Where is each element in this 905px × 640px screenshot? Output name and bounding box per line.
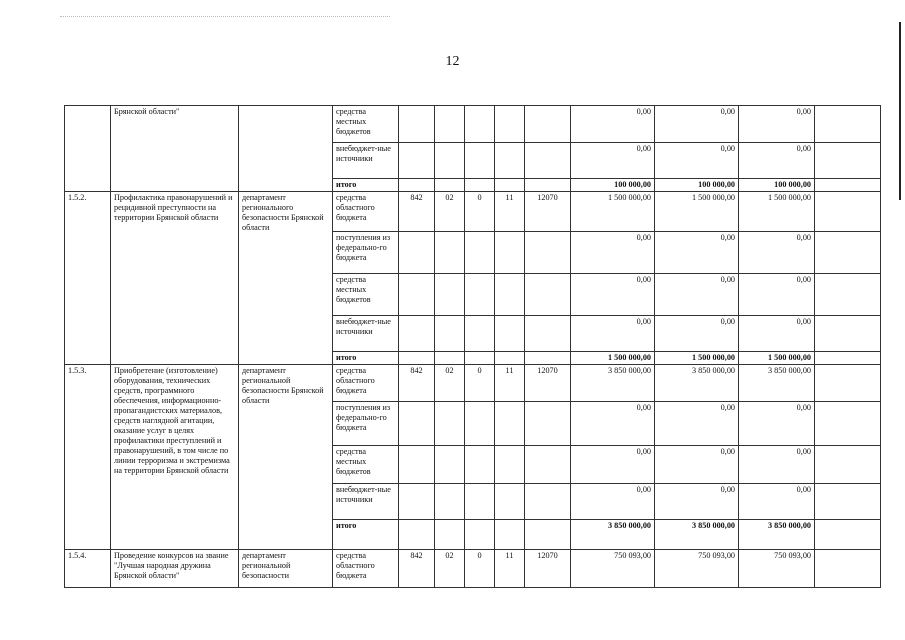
empty-cell xyxy=(465,352,495,365)
code-program xyxy=(465,143,495,179)
amount-year-1: 0,00 xyxy=(571,484,655,520)
empty-cell xyxy=(815,446,881,484)
total-year-1: 100 000,00 xyxy=(571,179,655,192)
empty-cell xyxy=(435,352,465,365)
code-subprogram xyxy=(495,232,525,274)
amount-year-2: 0,00 xyxy=(655,274,739,316)
code-subprogram xyxy=(495,274,525,316)
scan-dots xyxy=(60,16,390,17)
empty-cell xyxy=(399,352,435,365)
code-program xyxy=(465,446,495,484)
empty-cell xyxy=(815,352,881,365)
empty-cell xyxy=(495,179,525,192)
code-ministry xyxy=(399,316,435,352)
scan-edge-mark xyxy=(899,22,901,200)
funding-source: поступления из федерально-го бюджета xyxy=(333,402,399,446)
amount-year-1: 0,00 xyxy=(571,143,655,179)
code-section: 02 xyxy=(435,365,465,402)
code-direction xyxy=(525,484,571,520)
amount-year-1: 0,00 xyxy=(571,402,655,446)
amount-year-1: 0,00 xyxy=(571,274,655,316)
code-section xyxy=(435,143,465,179)
funding-source: средства местных бюджетов xyxy=(333,446,399,484)
empty-cell xyxy=(399,179,435,192)
total-label: итого xyxy=(333,179,399,192)
code-program xyxy=(465,402,495,446)
table-body xyxy=(65,106,881,588)
item-executor: департамент региональной безопасности Брянской области xyxy=(239,365,333,550)
item-name: Профилактика правонарушений и рецидивной преступности на территории Брянской области xyxy=(111,192,239,365)
amount-year-1: 0,00 xyxy=(571,232,655,274)
code-section xyxy=(435,402,465,446)
code-program xyxy=(465,106,495,143)
item-number: 1.5.3. xyxy=(65,365,111,550)
amount-year-1: 0,00 xyxy=(571,106,655,143)
empty-cell xyxy=(815,550,881,588)
code-direction xyxy=(525,232,571,274)
item-name: Проведение конкурсов на звание "Лучшая народная дружина Брянской области" xyxy=(111,550,239,588)
source-row xyxy=(65,365,881,402)
total-label: итого xyxy=(333,520,399,550)
code-ministry xyxy=(399,446,435,484)
amount-year-2: 0,00 xyxy=(655,484,739,520)
amount-year-3: 0,00 xyxy=(739,446,815,484)
code-section xyxy=(435,316,465,352)
empty-cell xyxy=(815,192,881,232)
total-year-1: 1 500 000,00 xyxy=(571,352,655,365)
item-number: 1.5.2. xyxy=(65,192,111,365)
code-section xyxy=(435,106,465,143)
funding-source: внебюджет-ные источники xyxy=(333,316,399,352)
code-program xyxy=(465,274,495,316)
total-year-2: 100 000,00 xyxy=(655,179,739,192)
empty-cell xyxy=(815,106,881,143)
empty-cell xyxy=(815,520,881,550)
item-executor: департамент регионального безопасности Брянской области xyxy=(239,192,333,365)
code-direction: 12070 xyxy=(525,192,571,232)
code-section xyxy=(435,232,465,274)
amount-year-1: 0,00 xyxy=(571,446,655,484)
source-row xyxy=(65,550,881,588)
amount-year-3: 3 850 000,00 xyxy=(739,365,815,402)
code-direction xyxy=(525,143,571,179)
funding-source: внебюджет-ные источники xyxy=(333,484,399,520)
code-direction xyxy=(525,402,571,446)
code-direction xyxy=(525,106,571,143)
empty-cell xyxy=(465,520,495,550)
item-number: 1.5.4. xyxy=(65,550,111,588)
empty-cell xyxy=(525,520,571,550)
empty-cell xyxy=(815,232,881,274)
amount-year-2: 0,00 xyxy=(655,106,739,143)
empty-cell xyxy=(525,179,571,192)
code-subprogram: 11 xyxy=(495,550,525,588)
code-subprogram xyxy=(495,106,525,143)
budget-table xyxy=(64,105,881,588)
funding-source: средства областного бюджета xyxy=(333,192,399,232)
item-name: Приобретение (изготовление) оборудования, технических средств, программного обеспечения, информационно-пропагандистских материалов, средств наглядной агитации, оказание услуг в целях профилактики преступлений и правонарушений, в том числе по линии терроризма и экстремизма на территории Брянской области xyxy=(111,365,239,550)
code-ministry: 842 xyxy=(399,365,435,402)
code-section: 02 xyxy=(435,192,465,232)
amount-year-3: 0,00 xyxy=(739,232,815,274)
empty-cell xyxy=(815,274,881,316)
empty-cell xyxy=(495,352,525,365)
code-direction: 12070 xyxy=(525,550,571,588)
amount-year-3: 0,00 xyxy=(739,402,815,446)
code-ministry xyxy=(399,232,435,274)
amount-year-2: 3 850 000,00 xyxy=(655,365,739,402)
total-year-2: 3 850 000,00 xyxy=(655,520,739,550)
amount-year-3: 0,00 xyxy=(739,316,815,352)
code-program: 0 xyxy=(465,192,495,232)
amount-year-3: 750 093,00 xyxy=(739,550,815,588)
amount-year-3: 0,00 xyxy=(739,106,815,143)
code-subprogram xyxy=(495,402,525,446)
empty-cell xyxy=(815,316,881,352)
empty-cell xyxy=(815,365,881,402)
amount-year-1: 3 850 000,00 xyxy=(571,365,655,402)
amount-year-2: 0,00 xyxy=(655,402,739,446)
code-program xyxy=(465,484,495,520)
source-row xyxy=(65,192,881,232)
empty-cell xyxy=(815,179,881,192)
total-year-3: 100 000,00 xyxy=(739,179,815,192)
total-year-2: 1 500 000,00 xyxy=(655,352,739,365)
amount-year-1: 1 500 000,00 xyxy=(571,192,655,232)
code-section xyxy=(435,274,465,316)
funding-source: средства местных бюджетов xyxy=(333,106,399,143)
total-year-3: 3 850 000,00 xyxy=(739,520,815,550)
amount-year-2: 750 093,00 xyxy=(655,550,739,588)
item-executor xyxy=(239,106,333,192)
funding-source: средства местных бюджетов xyxy=(333,274,399,316)
funding-source: средства областного бюджета xyxy=(333,550,399,588)
code-program: 0 xyxy=(465,365,495,402)
code-section: 02 xyxy=(435,550,465,588)
code-ministry xyxy=(399,143,435,179)
source-row xyxy=(65,106,881,143)
empty-cell xyxy=(435,179,465,192)
empty-cell xyxy=(435,520,465,550)
amount-year-2: 0,00 xyxy=(655,143,739,179)
code-program xyxy=(465,316,495,352)
code-ministry: 842 xyxy=(399,192,435,232)
amount-year-1: 750 093,00 xyxy=(571,550,655,588)
code-program xyxy=(465,232,495,274)
empty-cell xyxy=(399,520,435,550)
code-direction xyxy=(525,446,571,484)
amount-year-2: 1 500 000,00 xyxy=(655,192,739,232)
total-year-3: 1 500 000,00 xyxy=(739,352,815,365)
code-section xyxy=(435,446,465,484)
empty-cell xyxy=(815,143,881,179)
amount-year-2: 0,00 xyxy=(655,316,739,352)
code-subprogram: 11 xyxy=(495,365,525,402)
funding-source: средства областного бюджета xyxy=(333,365,399,402)
page-number: 12 xyxy=(445,54,460,69)
empty-cell xyxy=(525,352,571,365)
code-direction: 12070 xyxy=(525,365,571,402)
amount-year-2: 0,00 xyxy=(655,446,739,484)
code-subprogram xyxy=(495,484,525,520)
empty-cell xyxy=(495,520,525,550)
funding-source: внебюджет-ные источники xyxy=(333,143,399,179)
code-direction xyxy=(525,274,571,316)
code-subprogram xyxy=(495,143,525,179)
amount-year-3: 0,00 xyxy=(739,484,815,520)
empty-cell xyxy=(815,402,881,446)
item-executor: департамент региональной безопасности xyxy=(239,550,333,588)
amount-year-2: 0,00 xyxy=(655,232,739,274)
item-name: Брянской области" xyxy=(111,106,239,192)
empty-cell xyxy=(815,484,881,520)
code-program: 0 xyxy=(465,550,495,588)
code-subprogram: 11 xyxy=(495,192,525,232)
amount-year-3: 0,00 xyxy=(739,143,815,179)
item-number xyxy=(65,106,111,192)
code-ministry xyxy=(399,106,435,143)
funding-source: поступления из федерально-го бюджета xyxy=(333,232,399,274)
total-label: итого xyxy=(333,352,399,365)
total-year-1: 3 850 000,00 xyxy=(571,520,655,550)
code-ministry: 842 xyxy=(399,550,435,588)
code-section xyxy=(435,484,465,520)
code-ministry xyxy=(399,274,435,316)
code-direction xyxy=(525,316,571,352)
amount-year-3: 1 500 000,00 xyxy=(739,192,815,232)
code-ministry xyxy=(399,484,435,520)
amount-year-3: 0,00 xyxy=(739,274,815,316)
code-subprogram xyxy=(495,316,525,352)
code-ministry xyxy=(399,402,435,446)
empty-cell xyxy=(465,179,495,192)
code-subprogram xyxy=(495,446,525,484)
amount-year-1: 0,00 xyxy=(571,316,655,352)
